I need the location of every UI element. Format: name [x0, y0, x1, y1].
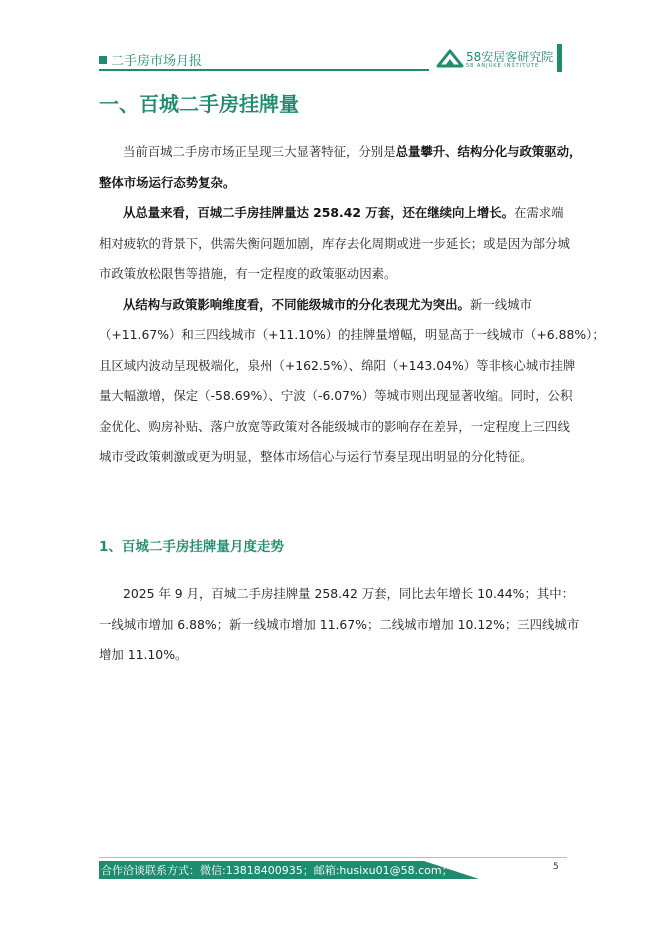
paragraph-line: 2025 年 9 月，百城二手房挂牌量 258.42 万套，同比去年增长 10.44%；其中：	[123, 586, 575, 601]
logo-text: 58安居客研究院	[466, 50, 554, 64]
bold-text: 从结构与政策影响维度看，不同能级城市的分化表现尤为突出。	[123, 296, 470, 312]
paragraph-line: （+11.67%）和三四线城市（+11.10%）的挂牌量增幅，明显高于一线城市（+6.88%）；	[99, 327, 605, 342]
report-title	[99, 50, 202, 69]
text-span: 在需求端	[514, 205, 564, 220]
section-title: 一、百城二手房挂牌量	[99, 92, 299, 116]
page-number: 5	[553, 862, 559, 872]
square-bullet-icon	[99, 56, 107, 64]
paragraph-line	[99, 290, 564, 321]
subsection-title: 1、百城二手房挂牌量月度走势	[99, 539, 284, 555]
report-title-text: 二手房市场月报	[111, 54, 203, 69]
paragraph-line: 增加 11.10%。	[99, 647, 188, 662]
header-accent-bar	[557, 44, 562, 72]
paragraph-line	[99, 168, 564, 199]
paragraph-line: 城市受政策刺激或更为明显，整体市场信心与运行节奏呈现出明显的分化特征。	[99, 449, 533, 464]
paragraph-line	[99, 137, 582, 168]
text-span: 当前百城二手房市场正呈现三大显著特征，分别是	[123, 144, 396, 159]
paragraph-line: 相对疲软的背景下，供需失衡问题加剧，库存去化周期或进一步延长；或是因为部分城	[99, 235, 570, 251]
bold-text: 总量攀升、结构分化与政策驱动，	[395, 144, 582, 159]
header-divider	[99, 69, 429, 71]
institute-logo	[436, 46, 556, 72]
logo-subtext: 58 ANJUKE INSTITUTE	[466, 63, 540, 69]
body-paragraphs	[99, 137, 605, 473]
footer-contact: 合作洽谈联系方式：微信:13818400935；邮箱:husixu01@58.com；	[101, 864, 453, 877]
text-span: 新一线城市	[469, 296, 532, 312]
paragraph-line: 量大幅激增，保定（-58.69%）、宁波（-6.07%）等城市则出现显著收缩。同时，公积	[99, 388, 573, 403]
house-logo-icon	[436, 46, 464, 70]
paragraph-line	[99, 198, 564, 229]
paragraph-line: 一线城市增加 6.88%；新一线城市增加 11.67%；二线城市增加 10.12%；三四线城市	[99, 616, 580, 632]
paragraph-line: 市政策放松限售等措施，有一定程度的政策驱动因素。	[99, 266, 397, 281]
subsection-paragraph	[99, 579, 580, 671]
paragraph-line: 金优化、购房补贴、落户放宽等政策对各能级城市的影响存在差异，一定程度上三四线	[99, 418, 570, 434]
bold-text: 从总量来看，百城二手房挂牌量达 258.42 万套，还在继续向上增长。	[123, 205, 514, 220]
footer-divider	[99, 857, 567, 858]
paragraph-line: 且区域内波动呈现极端化，泉州（+162.5%）、绵阳（+143.04%）等非核心城市挂牌	[99, 357, 576, 373]
bold-text: 整体市场运行态势复杂。	[99, 174, 236, 190]
